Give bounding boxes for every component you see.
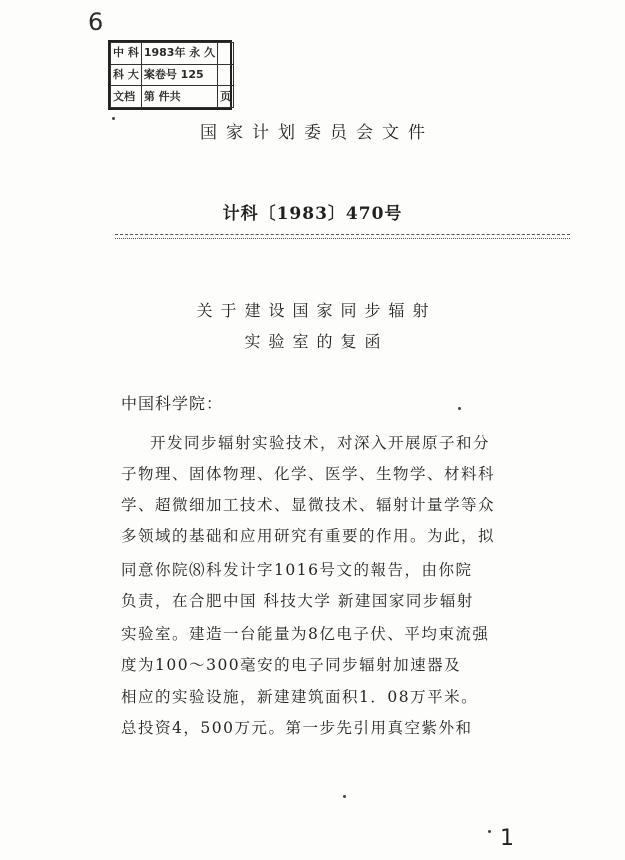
scan-speck [112, 117, 115, 120]
header-divider [115, 234, 570, 235]
archive-stamp-table [110, 42, 234, 108]
body-text-line: 负责，在合肥中国 科技大学 新建国家同步辐射 [121, 592, 474, 610]
scan-speck [488, 830, 491, 833]
archive-stamp-row [111, 43, 234, 65]
archive-stamp-row [111, 86, 234, 108]
body-text-line: 学、超微细加工技术、显微技术、辐射计量学等众 [121, 496, 496, 514]
archive-stamp-file-number: 案卷号 125 [141, 64, 217, 86]
header-divider [115, 238, 570, 239]
body-text-line: 开发同步辐射实验技术，对深入开展原子和分 [150, 434, 491, 452]
archive-stamp-row [111, 64, 234, 86]
body-text-line: 子物理、固体物理、化学、医学、生物学、材料科 [121, 465, 496, 483]
archive-stamp-unit: 科 大 [111, 64, 142, 86]
archive-stamp-cell [218, 64, 234, 86]
body-text-line: 多领域的基础和应用研究有重要的作用。为此，拟 [121, 527, 496, 545]
body-text-line: 总投资4，500万元。第一步先引用真空紫外和 [121, 719, 473, 737]
archive-stamp-item-count: 第 件共 [141, 86, 217, 108]
scan-speck [458, 407, 461, 410]
archive-stamp-unit: 中 科 [111, 43, 142, 65]
body-text-line: 相应的实验设施，新建建筑面积1．08万平米。 [121, 688, 479, 706]
corner-handwritten-mark: 6 [88, 8, 104, 36]
archive-stamp-pages: 页 [218, 86, 234, 108]
archive-stamp-year-retention: 1983年 永 久 [141, 43, 217, 65]
page-number: 1 [500, 826, 514, 851]
archive-stamp-archive: 文档 [111, 86, 142, 108]
body-text-line: 同意你院⑻科发计字1016号文的報告，由你院 [121, 561, 473, 579]
salutation: 中国科学院： [121, 394, 224, 413]
body-text-line: 度为100～300毫安的电子同步辐射加速器及 [121, 656, 462, 674]
scan-speck [343, 795, 346, 798]
document-title-line: 实验室的复函 [244, 332, 389, 351]
document-number: 计科〔1983〕470号 [222, 204, 403, 224]
archive-stamp [108, 40, 232, 110]
issuer-heading: 国家计划委员会文件 [200, 123, 434, 143]
document-title-line: 关于建设国家同步辐射 [196, 301, 437, 320]
body-text-line: 实验室。建造一台能量为8亿电子伏、平均束流强 [121, 625, 490, 643]
archive-stamp-cell [218, 43, 234, 65]
